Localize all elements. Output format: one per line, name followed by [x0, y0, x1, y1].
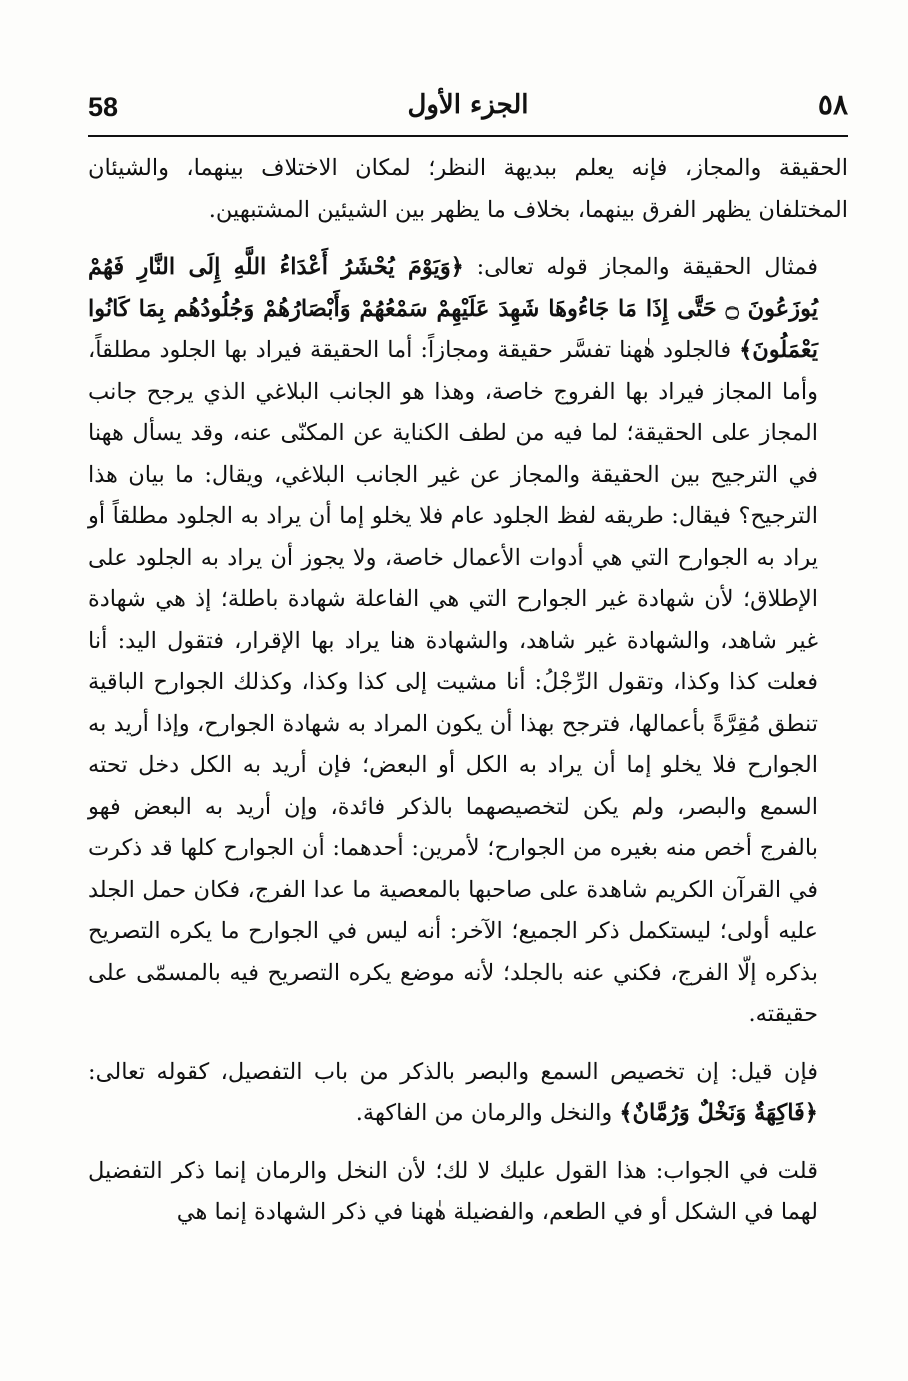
header-divider	[88, 135, 848, 137]
paragraph-3	[88, 1052, 848, 1135]
page-number-arabic: ٥٨	[817, 88, 848, 121]
quran-verse: ﴿فَاكِهَةٌ وَنَخْلٌ وَرُمَّانٌ﴾	[619, 1100, 818, 1126]
paragraph-2	[88, 247, 848, 1036]
paragraph-text: قلت في الجواب: هذا القول عليك لا لك؛ لأن النخل والرمان إنما ذكر التفضيل لهما في الشكل أو في الطعم، والفضيلة هٰهنا في ذكر الشهادة إنما هي	[88, 1157, 818, 1225]
quran-verse: ﴿وَيَوْمَ يُحْشَرُ أَعْدَاءُ اللَّهِ إِلَى النَّارِ فَهُمْ يُوزَعُونَ ۝ حَتَّى إِذَا مَا جَاءُوهَا شَهِدَ عَلَيْهِمْ سَمْعُهُمْ وَأَبْصَارُهُمْ وَجُلُودُهُم بِمَا كَانُوا يَعْمَلُونَ﴾	[88, 254, 818, 363]
paragraph-4	[88, 1151, 848, 1234]
page-body	[88, 148, 848, 1250]
paragraph-text: فالجلود هٰهنا تفسَّر حقيقة ومجازاً: أما الحقيقة فيراد بها الجلود مطلقاً، وأما المجاز فيراد بها الفروج خاصة، وهذا هو الجانب البلاغي الذي يرجح جانب المجاز على الحقيقة؛ لما فيه من لطف الكناية عن المكنّى عنه، وقد يسأل ههنا في الترجيح بين الحقيقة والمجاز عن غير الجانب البلاغي، ويقال: ما بيان هذا الترجيح؟ فيقال: طريقه لفظ الجلود عام فلا يخلو إما أن يراد به الجلود مطلقاً أو يراد به الجوارح التي هي أدوات الأعمال خاصة، ولا يجوز أن يراد به الجلود على الإطلاق؛ لأن شهادة غير الجوارح التي هي الفاعلة شهادة باطلة؛ إذ هي شهادة غير شاهد، والشهادة غير شاهد، والشهادة هنا يراد بها الإقرار، فتقول اليد: أنا فعلت كذا وكذا، وتقول الرِّجْلُ: أنا مشيت إلى كذا وكذا، وكذلك الجوارح الباقية تنطق مُقِرَّةً بأعمالها، فترجح بهذا أن يكون المراد به شهادة الجوارح، وإذا أريد به الجوارح فلا يخلو إما أن يراد به الكل أو البعض؛ فإن أريد به الكل دخل تحته السمع والبصر، ولم يكن لتخصيصهما بالذكر فائدة، وإن أريد به البعض فهو بالفرج أخص منه بغيره من الجوارح؛ لأمرين: أحدهما: أن الجوارح كلها قد ذكرت في القرآن الكريم شاهدة على صاحبها بالمعصية ما عدا الفرج، فكان حمل الجلد عليه أولى؛ ليستكمل ذكر الجميع؛ الآخر: أنه ليس في الجوارح ما يكره التصريح بذكره إلّا الفرج، فكني عنه بالجلد؛ لأنه موضع يكره التصريح فيه بالمسمّى على حقيقته.	[88, 337, 818, 1027]
paragraph-text: الحقيقة والمجاز، فإنه يعلم ببديهة النظر؛ لمكان الاختلاف بينهما، والشيئان المختلفان يظهر الفرق بينهما، بخلاف ما يظهر بين الشيئين المشتبهين.	[88, 155, 848, 223]
page-number-latin: 58	[88, 92, 119, 122]
paragraph-text: فمثال الحقيقة والمجاز قوله تعالى:	[463, 254, 819, 280]
page-header	[88, 86, 848, 136]
running-title: الجزء الأول	[407, 90, 529, 120]
paragraph-text: والنخل والرمان من الفاكهة.	[355, 1100, 620, 1126]
paragraph-text: فإن قيل: إن تخصيص السمع والبصر بالذكر من باب التفصيل، كقوله تعالى:	[88, 1058, 818, 1085]
paragraph-1	[88, 148, 848, 231]
